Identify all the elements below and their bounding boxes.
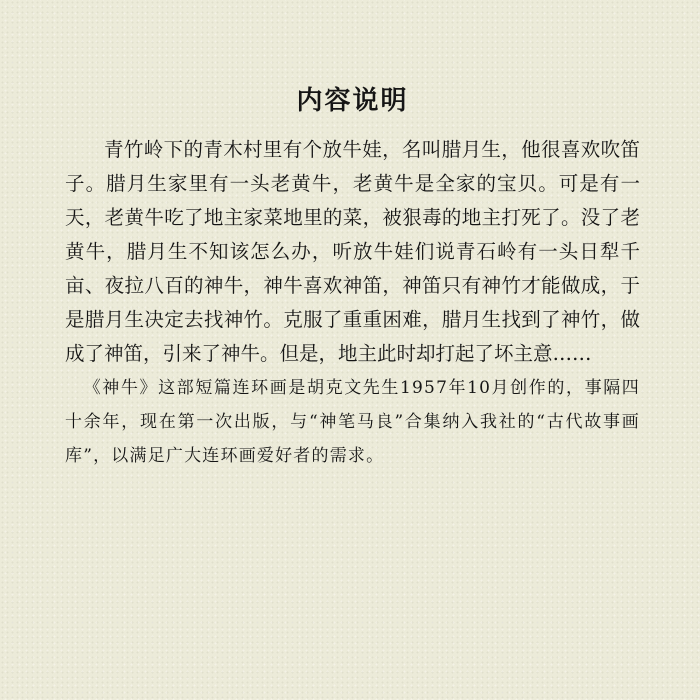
content-description-page: [65, 70, 640, 473]
page-title: 内容说明: [296, 86, 409, 116]
story-summary-paragraph: 青竹岭下的青木村里有个放牛娃，名叫腊月生，他很喜欢吹笛子。腊月生家里有一头老黄牛，老黄牛是全家的宝贝。可是有一天，老黄牛吃了地主家菜地里的菜，被狠毒的地主打死了。没了老黄牛，腊月生不知该怎么办，听放牛娃们说青石岭有一头日犁千亩、夜拉八百的神牛，神牛喜欢神笛，神笛只有神竹才能做成，于是腊月生决定去找神竹。克服了重重困难，腊月生找到了神竹，做成了神笛，引来了神牛。但是，地主此时却打起了坏主意……: [65, 138, 640, 365]
publication-note-paragraph: 《神牛》这部短篇连环画是胡克文先生1957年10月创作的，事隔四十余年，现在第一次出版，与“神笔马良”合集纳入我社的“古代故事画库”，以满足广大连环画爱好者的需求。: [65, 378, 640, 466]
